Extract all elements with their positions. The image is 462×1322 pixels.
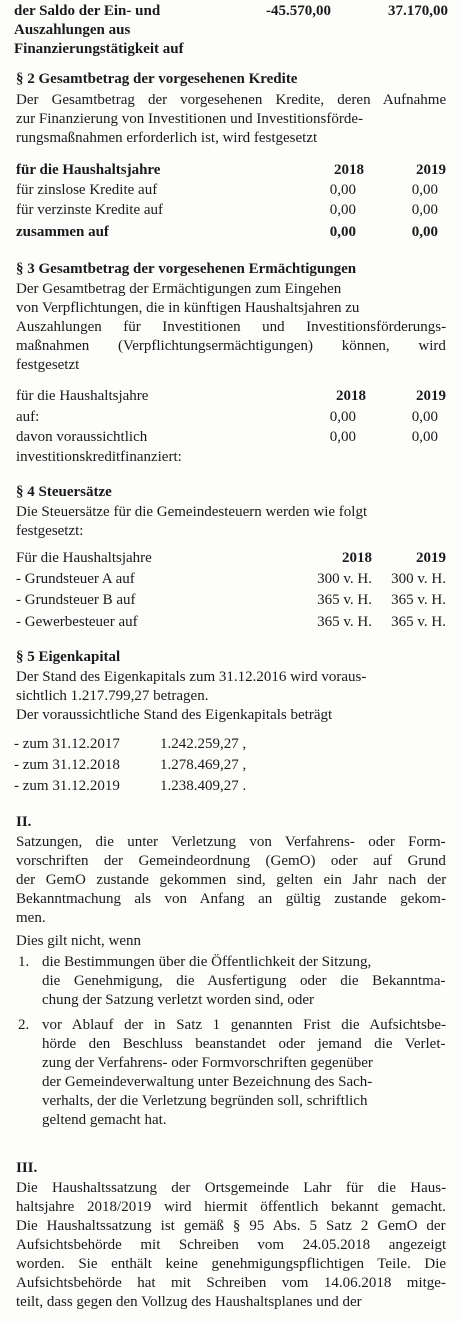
paragraph-line: festgesetzt (16, 357, 80, 373)
table-header-label: Für die Haushaltsjahre (16, 550, 152, 566)
paragraph-line: vorschriften der Gemeindeordnung (GemO) oder auf Grund (16, 853, 446, 869)
table-cell: 0,00 (329, 409, 356, 425)
paragraph-line: zur Finanzierung von Investitionen und Investitionsförde- (16, 111, 364, 127)
section-2-paragraph (16, 91, 446, 148)
table-header-year: 2018 (336, 388, 366, 404)
section-heading: III. (16, 1160, 38, 1176)
table-row-label: zusammen auf (16, 224, 109, 240)
table-cell: 365 v. H. (317, 592, 372, 608)
paragraph-line: die Bestimmungen über die Öffentlichkeit der Sitzung, (42, 954, 372, 970)
paragraph-line: Der Gesamtbetrag der Ermächtigungen zum Eingehen (16, 281, 342, 297)
paragraph-line: Satzungen, die unter Verletzung von Verfahrens- oder Form- (16, 834, 446, 850)
list-number: 2. (18, 1017, 30, 1033)
paragraph-line: Die Haushaltssatzung der Ortsgemeinde Lahr für die Haus- (16, 1180, 447, 1196)
equity-row-value: 1.238.409,27 . (160, 778, 247, 794)
paragraph-line: Aufsichtsbehörde mit Schreiben vom 24.05.2018 angezeigt (16, 1237, 447, 1253)
paragraph-line: Der Stand des Eigenkapitals zum 31.12.2016 wird voraus- (16, 669, 367, 685)
table-cell: 300 v. H. (391, 571, 446, 587)
paragraph-line: verhalts, der die Verletzung begründen soll, schriftlich (42, 1093, 368, 1109)
paragraph-line: der Gemeindeverwaltung unter Bezeichnung des Sach- (42, 1074, 373, 1090)
table-header-year: 2019 (416, 388, 446, 404)
paragraph-line: die Genehmigung, die Ausfertigung oder die Bekanntma- (42, 973, 446, 989)
table-cell: 0,00 (329, 202, 356, 218)
saldo-value-2018: -45.570,00 (266, 3, 331, 19)
paragraph-line: der GemO zustande gekommen sind, gelten ein Jahr nach der (16, 872, 447, 888)
table-row-label: davon voraussichtlich (16, 429, 148, 445)
table-row-label: investitionskreditfinanziert: (16, 449, 182, 465)
section-heading: II. (16, 814, 32, 830)
paragraph-line: sichtlich 1.217.799,27 betragen. (16, 688, 209, 704)
section-3-paragraph (16, 280, 446, 375)
table-row-label: für zinslose Kredite auf (16, 182, 158, 198)
table-cell: 0,00 (329, 224, 356, 240)
table-cell: 365 v. H. (391, 592, 446, 608)
saldo-label-line: der Saldo der Ein- und (14, 3, 161, 19)
section-5-paragraph (16, 668, 446, 725)
table-cell: 0,00 (411, 182, 438, 198)
table-row-label: - Grundsteuer B auf (16, 592, 136, 608)
paragraph-line: rungsmaßnahmen erforderlich ist, wird festgesetzt (16, 130, 318, 146)
table-row-label: für verzinste Kredite auf (16, 202, 164, 218)
table-cell: 0,00 (329, 429, 356, 445)
table-header-year: 2018 (342, 550, 372, 566)
paragraph-line: geltend gemacht hat. (42, 1112, 167, 1128)
equity-row-value: 1.242.259,27 , (160, 736, 247, 752)
table-header-label: für die Haushaltsjahre (16, 162, 161, 178)
section-iii-paragraph (16, 1179, 446, 1312)
paragraph-line: vor Ablauf der in Satz 1 genannten Frist die Aufsichtsbe- (42, 1017, 447, 1033)
section-heading: § 3 Gesamtbetrag der vorgesehenen Ermächtigungen (16, 261, 357, 277)
paragraph-line: Aufsichtsbehörde hat mit Schreiben vom 14.06.2018 mitge- (16, 1275, 446, 1291)
paragraph-line: Die Haushaltssatzung ist gemäß § 95 Abs. 5 Satz 2 GemO der (16, 1218, 446, 1234)
table-row-label: - Grundsteuer A auf (16, 571, 135, 587)
table-header-year: 2019 (416, 162, 446, 178)
table-cell: 0,00 (411, 202, 438, 218)
table-row-label: auf: (16, 409, 40, 425)
section-ii-paragraph (16, 833, 446, 928)
equity-row-label: - zum 31.12.2017 (14, 736, 120, 752)
table-cell: 0,00 (411, 429, 438, 445)
paragraph-line: Auszahlungen für Investitionen und Investitionsförderungs- (16, 319, 447, 335)
table-row-label: - Gewerbesteuer auf (16, 614, 138, 630)
paragraph-line: men. (16, 910, 46, 926)
list-number: 1. (18, 954, 30, 970)
table-cell: 0,00 (329, 182, 356, 198)
paragraph-line: worden. Sie enthält keine genehmigungspflichtigen Teile. Die (16, 1256, 447, 1272)
paragraph-line: Die Steuersätze für die Gemeindesteuern werden wie folgt (16, 504, 368, 520)
table-cell: 365 v. H. (317, 614, 372, 630)
paragraph-line: festgesetzt: (16, 523, 84, 539)
section-heading: § 4 Steuersätze (16, 484, 112, 500)
list-intro: Dies gilt nicht, wenn (16, 933, 141, 949)
table-header-year: 2018 (334, 162, 364, 178)
saldo-label-line: Auszahlungen aus (14, 22, 131, 38)
section-heading: § 5 Eigenkapital (16, 649, 121, 665)
saldo-label-line: Finanzierungstätigkeit auf (14, 41, 184, 57)
list-item-text (42, 1016, 446, 1130)
saldo-value-2019: 37.170,00 (388, 3, 448, 19)
paragraph-line: Der voraussichtliche Stand des Eigenkapitals beträgt (16, 707, 333, 723)
table-cell: 0,00 (411, 224, 438, 240)
paragraph-line: teilt, dass gegen den Vollzug des Haushaltsplanes und der (16, 1294, 362, 1310)
table-cell: 365 v. H. (391, 614, 446, 630)
table-header-label: für die Haushaltsjahre (16, 388, 149, 404)
table-header-year: 2019 (416, 550, 446, 566)
table-cell: 0,00 (411, 409, 438, 425)
paragraph-line: von Verpflichtungen, die in künftigen Haushaltsjahren zu (16, 300, 360, 316)
list-item-text (42, 953, 446, 1010)
section-heading: § 2 Gesamtbetrag der vorgesehenen Kredite (16, 71, 298, 87)
table-cell: 300 v. H. (317, 571, 372, 587)
paragraph-line: maßnahmen (Verpflichtungsermächtigungen) können, wird (16, 338, 446, 354)
paragraph-line: Der Gesamtbetrag der vorgesehenen Kredite, deren Aufnahme (16, 92, 447, 108)
section-4-paragraph (16, 503, 446, 541)
paragraph-line: Bekanntmachung als von Anfang an gültig zustande gekom- (16, 891, 446, 907)
paragraph-line: hörde den Beschluss beanstandet oder jemand die Verlet- (42, 1036, 446, 1052)
paragraph-line: chung der Satzung verletzt worden sind, oder (42, 992, 314, 1008)
equity-row-label: - zum 31.12.2018 (14, 757, 120, 773)
paragraph-line: zung der Verfahrens- oder Formvorschriften gegenüber (42, 1055, 373, 1071)
paragraph-line: haltsjahre 2018/2019 wird hiermit öffentlich bekannt gemacht. (16, 1199, 446, 1215)
equity-row-value: 1.278.469,27 , (160, 757, 247, 773)
equity-row-label: - zum 31.12.2019 (14, 778, 120, 794)
